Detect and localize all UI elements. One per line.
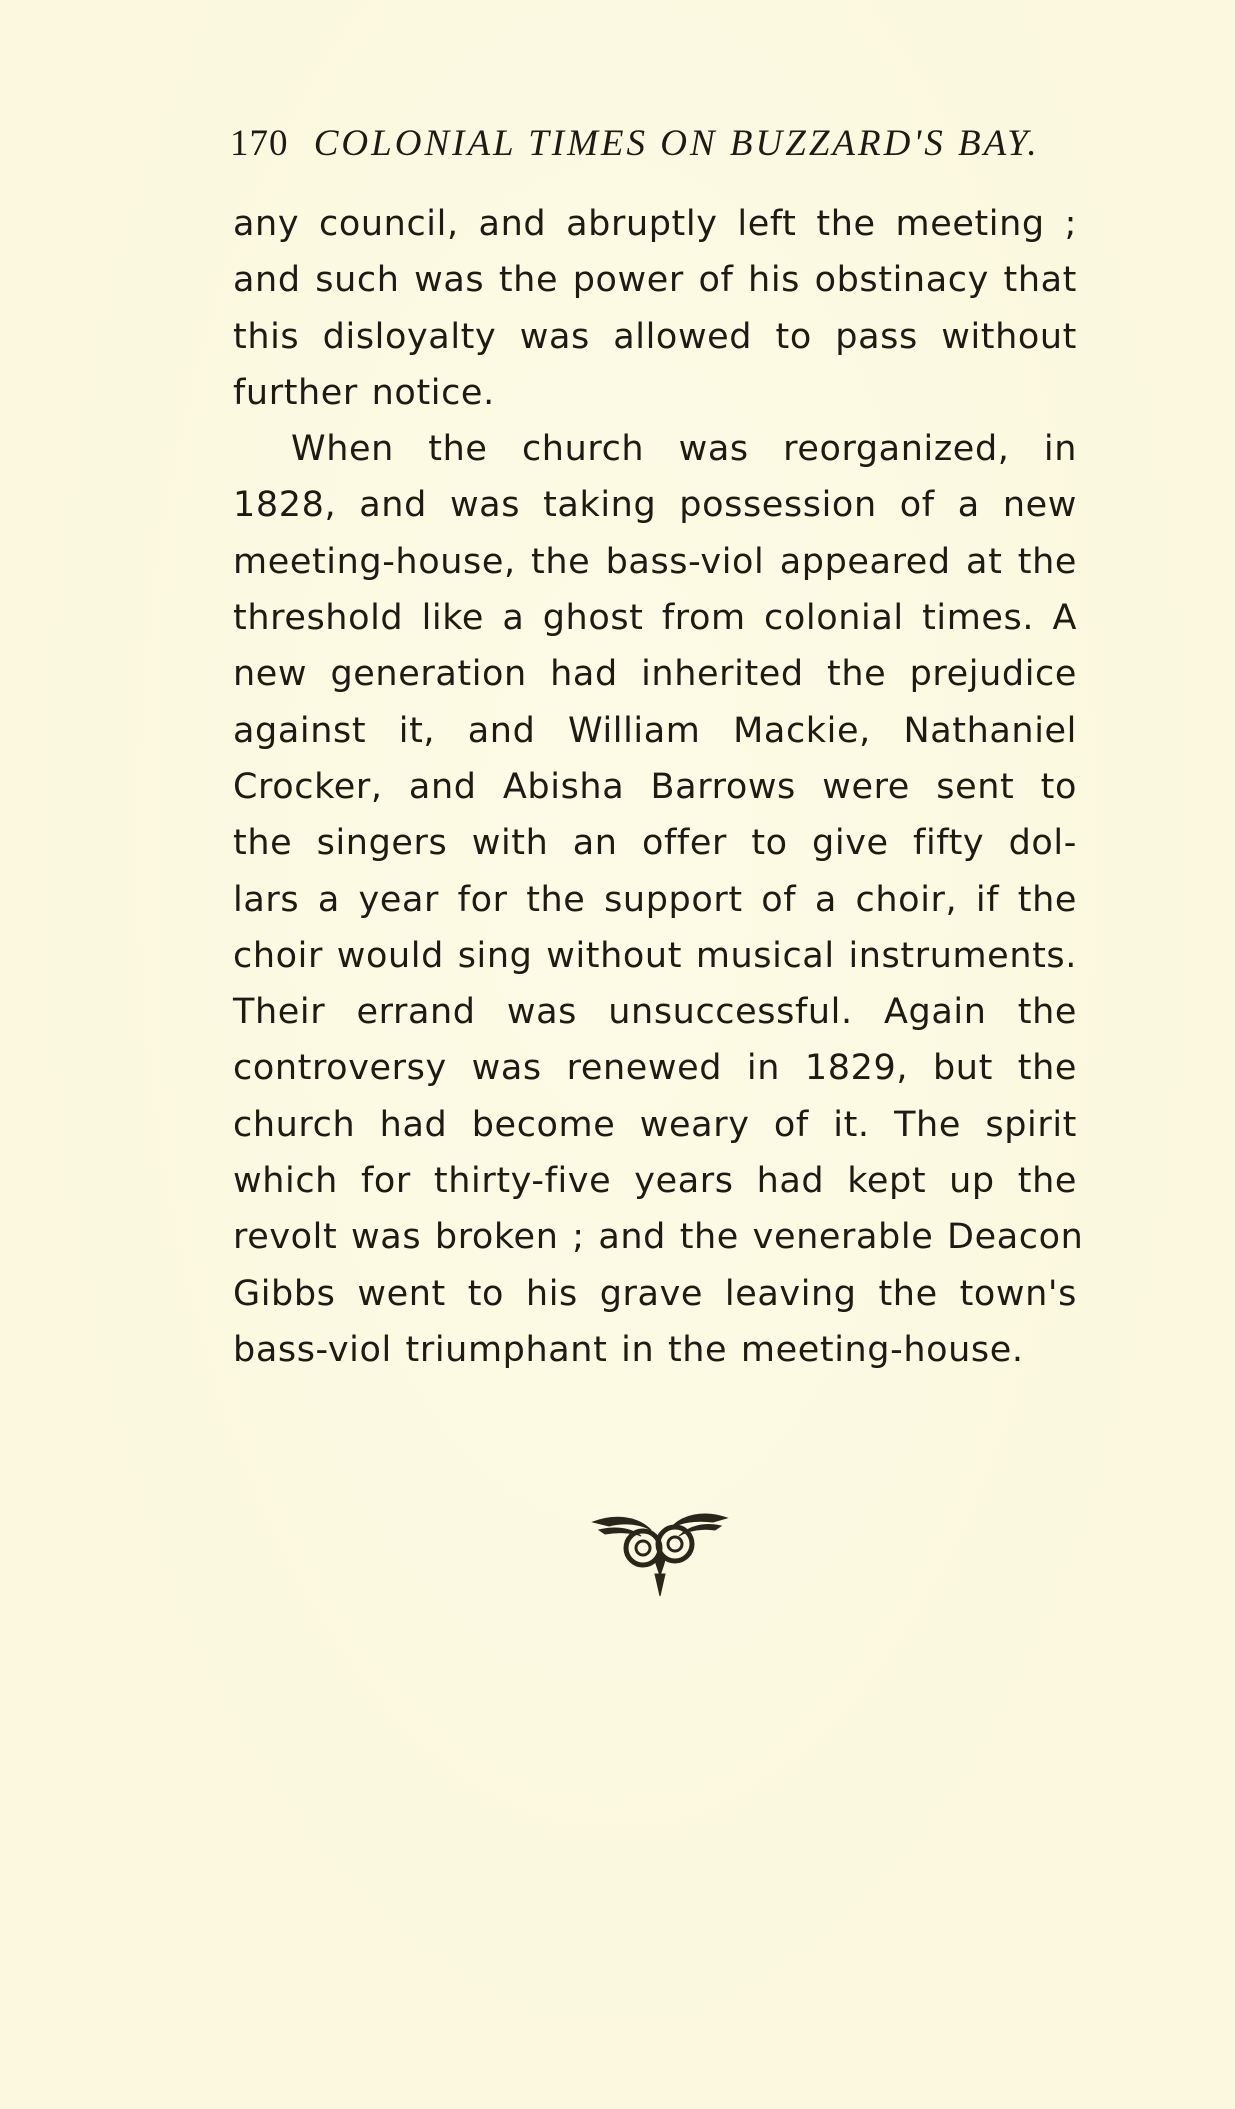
text-line: Their errand was unsuccessful. Again the xyxy=(233,992,1077,1033)
body-text xyxy=(233,196,1084,1378)
text-line: the singers with an offer to give fifty dol- xyxy=(233,823,1077,864)
running-title: COLONIAL TIMES ON BUZZARD'S BAY. xyxy=(313,123,1040,164)
text-line: church had become weary of it. The spirit xyxy=(233,1104,1077,1145)
text-line: further notice. xyxy=(233,372,495,413)
paragraph-start-line: When the church was reorganized, in xyxy=(291,429,1077,470)
page-number: 170 xyxy=(230,123,289,164)
text-line: bass-viol triumphant in the meeting-house. xyxy=(233,1329,1024,1370)
running-head xyxy=(230,122,1090,166)
text-line: which for thirty-five years had kept up the xyxy=(233,1161,1077,1202)
text-line: lars a year for the support of a choir, if the xyxy=(233,879,1077,920)
tailpiece-ornament-icon xyxy=(585,1500,735,1600)
text-line: meeting-house, the bass-viol appeared at the xyxy=(233,541,1077,582)
text-line: choir would sing without musical instruments. xyxy=(233,935,1077,976)
text-line: controversy was renewed in 1829, but the xyxy=(233,1048,1077,1089)
text-line: this disloyalty was allowed to pass without xyxy=(233,316,1077,357)
text-line: revolt was broken ; and the venerable Deacon xyxy=(233,1217,1084,1258)
text-line: 1828, and was taking possession of a new xyxy=(233,485,1077,526)
text-line: Gibbs went to his grave leaving the town's xyxy=(233,1273,1077,1314)
text-line: and such was the power of his obstinacy that xyxy=(233,260,1077,301)
text-line: Crocker, and Abisha Barrows were sent to xyxy=(233,766,1077,807)
text-line: any council, and abruptly left the meeting ; xyxy=(233,204,1077,244)
text-line: against it, and William Mackie, Nathaniel xyxy=(233,710,1077,751)
text-line: new generation had inherited the prejudice xyxy=(233,654,1077,695)
text-line: threshold like a ghost from colonial times. A xyxy=(233,598,1077,639)
